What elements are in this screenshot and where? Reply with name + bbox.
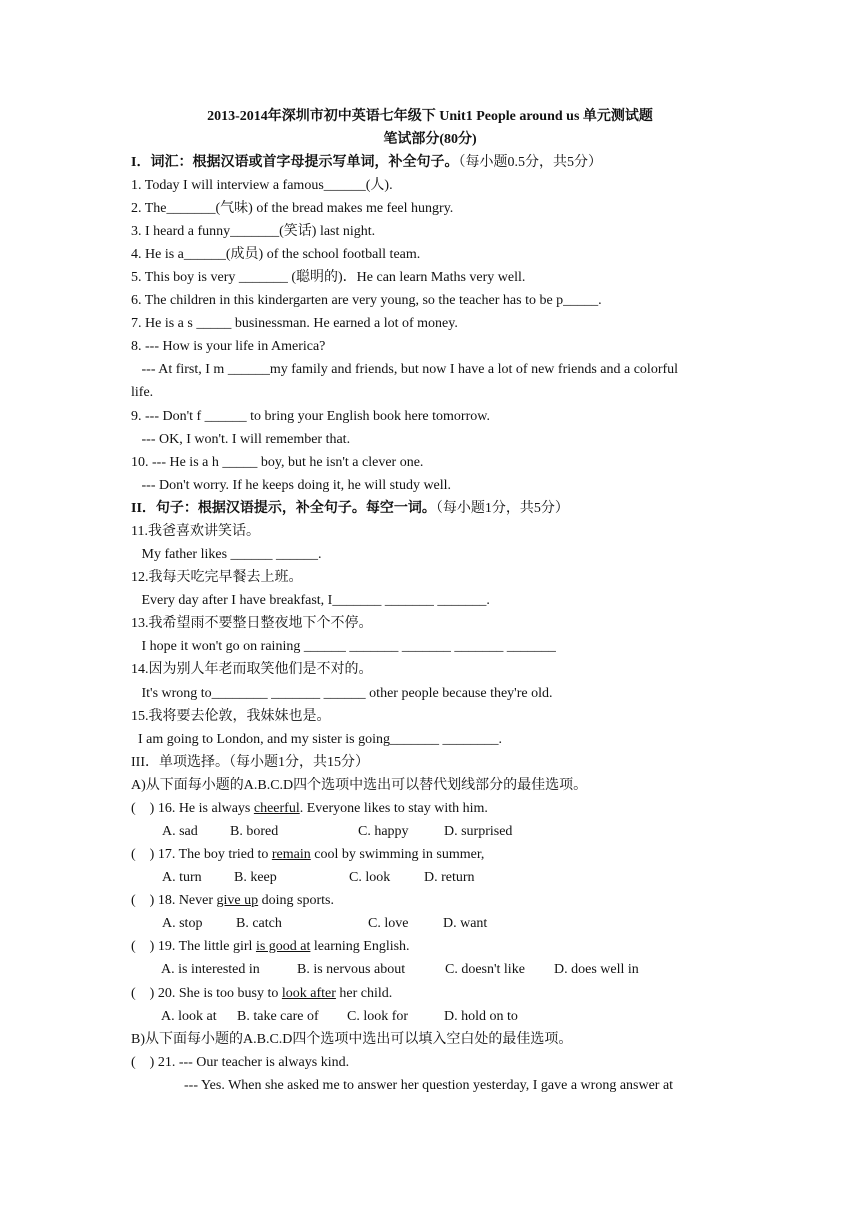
underlined-phrase: cheerful [253, 801, 300, 816]
mc-question-17 [131, 846, 484, 864]
mc-question-20 [131, 985, 392, 1003]
option-d: D. does well in [554, 962, 639, 977]
question-text: ( ) 16. He is always [131, 801, 254, 816]
option-d: D. return [424, 870, 475, 885]
question-text: ( ) 18. Never [131, 893, 217, 908]
question-line: 2. The_______(气味) of the bread makes me feel hungry. [131, 201, 454, 216]
question-line: 3. I heard a funny_______(笑话) last night. [131, 224, 376, 239]
section-1-title: I．词汇：根据汉语或首字母提示写单词，补全句子。 [131, 155, 459, 170]
question-line: 15.我将要去伦敦，我妹妹也是。 [131, 709, 331, 724]
underlined-phrase: remain [271, 847, 311, 862]
option-c: C. love [368, 916, 409, 931]
mc-question-18 [131, 892, 334, 910]
question-line: Every day after I have breakfast, I_______ _______ _______. [131, 593, 490, 608]
question-line: It's wrong to________ _______ ______ other people because they're old. [131, 686, 553, 701]
option-c: C. look for [347, 1009, 409, 1024]
option-c: C. doesn't like [445, 962, 525, 977]
option-b: B. catch [236, 916, 282, 931]
question-text: ( ) 17. The boy tried to [131, 847, 272, 862]
option-a: A. sad [162, 824, 198, 839]
question-text: learning English. [310, 939, 410, 954]
question-line: 14.因为别人年老而取笑他们是不对的。 [131, 662, 373, 677]
question-line: 6. The children in this kindergarten are very young, so the teacher has to be p_____. [131, 293, 602, 308]
question-line: I am going to London, and my sister is going_______ ________. [131, 732, 502, 747]
question-text: ( ) 19. The little girl [131, 939, 256, 954]
section-3-heading: III．单项选择。（每小题1分，共15分） [131, 755, 369, 770]
option-a: A. is interested in [161, 962, 260, 977]
question-line: life. [131, 385, 154, 400]
question-line: 5. This boy is very _______ (聪明的)．He can learn Maths very well. [131, 270, 526, 285]
question-line: 4. He is a______(成员) of the school football team. [131, 247, 421, 262]
underlined-phrase: is good at [255, 939, 311, 954]
question-line: --- Don't worry. If he keeps doing it, he will study well. [131, 478, 452, 493]
option-d: D. hold on to [444, 1009, 518, 1024]
section-2-note: （每小题1分，共5分） [435, 501, 569, 516]
question-text: her child. [335, 986, 393, 1001]
question-line: 9. --- Don't f ______ to bring your English book here tomorrow. [131, 409, 490, 424]
mc-question-21: ( ) 21. --- Our teacher is always kind. [131, 1055, 350, 1070]
document-subtitle: 笔试部分(80分) [383, 132, 477, 147]
question-line: 13.我希望雨不要整日整夜地下个不停。 [131, 616, 373, 631]
question-line: 1. Today I will interview a famous______(人). [131, 178, 393, 193]
document-title: 2013-2014年深圳市初中英语七年级下 Unit1 People around us 单元测试题 [207, 109, 653, 124]
option-d: D. want [443, 916, 488, 931]
section-2-title: II．句子：根据汉语提示，补全句子。每空一词。 [131, 501, 436, 516]
question-line: --- Yes. When she asked me to answer her question yesterday, I gave a wrong answer at [184, 1078, 674, 1093]
part-b-instruction: B)从下面每小题的A.B.C.D四个选项中选出可以填入空白处的最佳选项。 [131, 1032, 573, 1047]
question-text: doing sports. [258, 893, 334, 908]
question-line: I hope it won't go on raining ______ _______ _______ _______ _______ [131, 639, 556, 654]
option-b: B. take care of [237, 1009, 319, 1024]
mc-question-19 [131, 938, 410, 956]
question-text: cool by swimming in summer, [310, 847, 485, 862]
option-a: A. turn [162, 870, 202, 885]
underlined-phrase: look after [281, 986, 336, 1001]
mc-question-16 [131, 800, 488, 818]
question-line: --- OK, I won't. I will remember that. [131, 432, 351, 447]
underlined-phrase: give up [216, 893, 259, 908]
option-a: A. stop [162, 916, 203, 931]
section-2-heading [131, 500, 569, 518]
option-a: A. look at [161, 1009, 217, 1024]
option-c: C. look [349, 870, 391, 885]
question-line: My father likes ______ ______. [131, 547, 322, 562]
option-c: C. happy [358, 824, 409, 839]
option-b: B. keep [234, 870, 277, 885]
question-line: 10. --- He is a h _____ boy, but he isn't a clever one. [131, 455, 424, 470]
question-line: 12.我每天吃完早餐去上班。 [131, 570, 303, 585]
section-1-heading [131, 154, 602, 172]
question-text: ( ) 20. She is too busy to [131, 986, 282, 1001]
question-text: . Everyone likes to stay with him. [299, 801, 488, 816]
question-line: 8. --- How is your life in America? [131, 339, 326, 354]
section-1-note: （每小题0.5分，共5分） [458, 155, 602, 170]
question-line: 7. He is a s _____ businessman. He earned a lot of money. [131, 316, 458, 331]
part-a-instruction: A)从下面每小题的A.B.C.D四个选项中选出可以替代划线部分的最佳选项。 [131, 778, 588, 793]
question-line: --- At first, I m ______my family and friends, but now I have a lot of new friends and a colorful [131, 362, 679, 377]
option-d: D. surprised [444, 824, 513, 839]
option-b: B. is nervous about [297, 962, 406, 977]
question-line: 11.我爸喜欢讲笑话。 [131, 524, 260, 539]
option-b: B. bored [230, 824, 279, 839]
